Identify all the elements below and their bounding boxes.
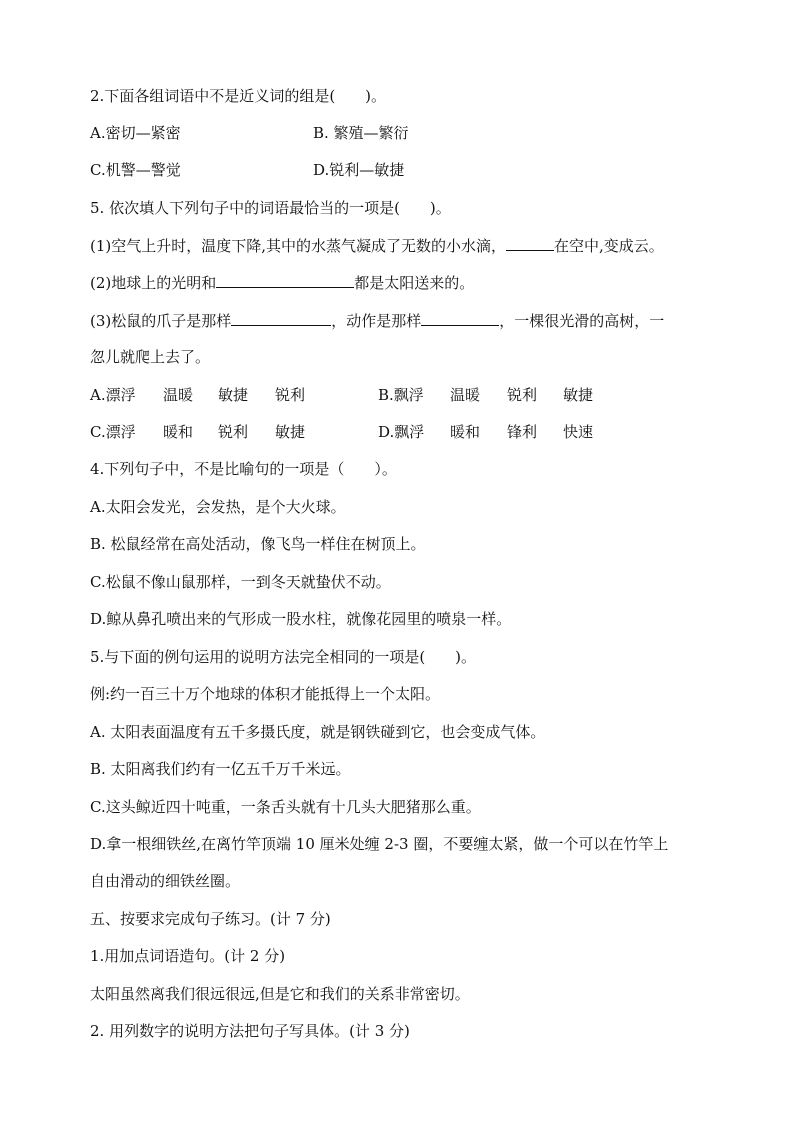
option-d-word-3: 锋利 — [507, 423, 538, 441]
option-c-word-1: C.漂浮 — [90, 423, 136, 441]
blank-1[interactable] — [506, 235, 554, 251]
sentence-3-continued: 忽儿就爬上去了。 — [90, 348, 211, 366]
question-4-option-a: A.太阳会发光，会发热，是个大火球。 — [90, 498, 346, 516]
blank-3[interactable] — [231, 310, 331, 326]
sentence-3-pre: (3)松鼠的爪子是那样 — [90, 312, 232, 330]
section-5-question-1-sentence: 太阳虽然离我们很远很远,但是它和我们的关系非常密切。 — [90, 985, 470, 1003]
option-c: C.机警—警觉 — [90, 161, 181, 179]
blank-2[interactable] — [216, 272, 354, 288]
question-5-stem: 5. 依次填人下列句子中的词语最恰当的一项是( )。 — [90, 199, 451, 217]
option-a-word-4: 锐利 — [275, 386, 306, 404]
section-5-question-1: 1.用加点词语造句。(计 2 分) — [90, 947, 286, 965]
question-5b-example: 例:约一百三十万个地球的体积才能抵得上一个太阳。 — [90, 685, 441, 703]
option-c-word-2: 暖和 — [163, 423, 194, 441]
option-d-word-1: D.飘浮 — [378, 423, 425, 441]
question-5b-option-d-continued: 自由滑动的细铁丝圈。 — [90, 872, 241, 890]
option-a-word-3: 敏捷 — [218, 386, 249, 404]
option-b-word-2: 温暖 — [450, 386, 481, 404]
sentence-2-pre: (2)地球上的光明和 — [90, 274, 217, 292]
option-a-word-2: 温暖 — [163, 386, 194, 404]
question-4-option-d: D.鲸从鼻孔喷出来的气形成一股水柱，就像花园里的喷泉一样。 — [90, 610, 512, 628]
question-4-option-c: C.松鼠不像山鼠那样，一到冬天就蛰伏不动。 — [90, 573, 391, 591]
blank-4[interactable] — [421, 310, 499, 326]
sentence-1-pre: (1)空气上升时，温度下降,其中的水蒸气凝成了无数的小水滴， — [90, 237, 507, 255]
question-5b-stem: 5.与下面的例句运用的说明方法完全相同的一项是( )。 — [90, 648, 477, 666]
sentence-1 — [90, 235, 714, 256]
option-a: A.密切—紧密 — [90, 124, 181, 142]
option-d: D.锐利—敏捷 — [313, 161, 405, 179]
sentence-2-post: 都是太阳送来的。 — [354, 274, 475, 292]
question-5b-option-c: C.这头鲸近四十吨重，一条舌头就有十几头大肥猪那么重。 — [90, 798, 481, 816]
option-c-word-3: 锐利 — [218, 423, 249, 441]
question-4-stem: 4.下列句子中，不是比喻句的一项是（ ）。 — [90, 460, 397, 478]
section-5-title: 五、按要求完成句子练习。(计 7 分) — [90, 910, 331, 928]
option-b-word-4: 敏捷 — [563, 386, 594, 404]
option-c-word-4: 敏捷 — [275, 423, 306, 441]
option-b-word-1: B.飘浮 — [378, 386, 424, 404]
option-b: B. 繁殖—繁衍 — [313, 124, 409, 142]
option-d-word-2: 暖和 — [450, 423, 481, 441]
question-5b-option-b: B. 太阳离我们约有一亿五千万千米远。 — [90, 760, 351, 778]
sentence-3-post: ，一棵很光滑的高树，一 — [499, 312, 665, 330]
question-5b-option-d: D.拿一根细铁丝,在离竹竿顶端 10 厘米处缠 2-3 圈，不要缠太紧，做一个可以在竹竿上 — [90, 835, 669, 853]
sentence-2 — [90, 272, 714, 293]
sentence-1-post: 在空中,变成云。 — [554, 237, 664, 255]
question-5b-option-a: A. 太阳表面温度有五千多摄氏度，就是钢铁碰到它，也会变成气体。 — [90, 723, 546, 741]
question-2-stem: 2.下面各组词语中不是近义词的组是( )。 — [90, 87, 387, 105]
question-4-option-b: B. 松鼠经常在高处活动，像飞鸟一样住在树顶上。 — [90, 535, 426, 553]
option-a-word-1: A.漂浮 — [90, 386, 136, 404]
sentence-3-mid: ，动作是那样 — [331, 312, 422, 330]
option-d-word-4: 快速 — [563, 423, 594, 441]
sentence-3 — [90, 310, 714, 331]
option-b-word-3: 锐利 — [507, 386, 538, 404]
section-5-question-2: 2. 用列数字的说明方法把句子写具体。(计 3 分) — [90, 1022, 410, 1040]
